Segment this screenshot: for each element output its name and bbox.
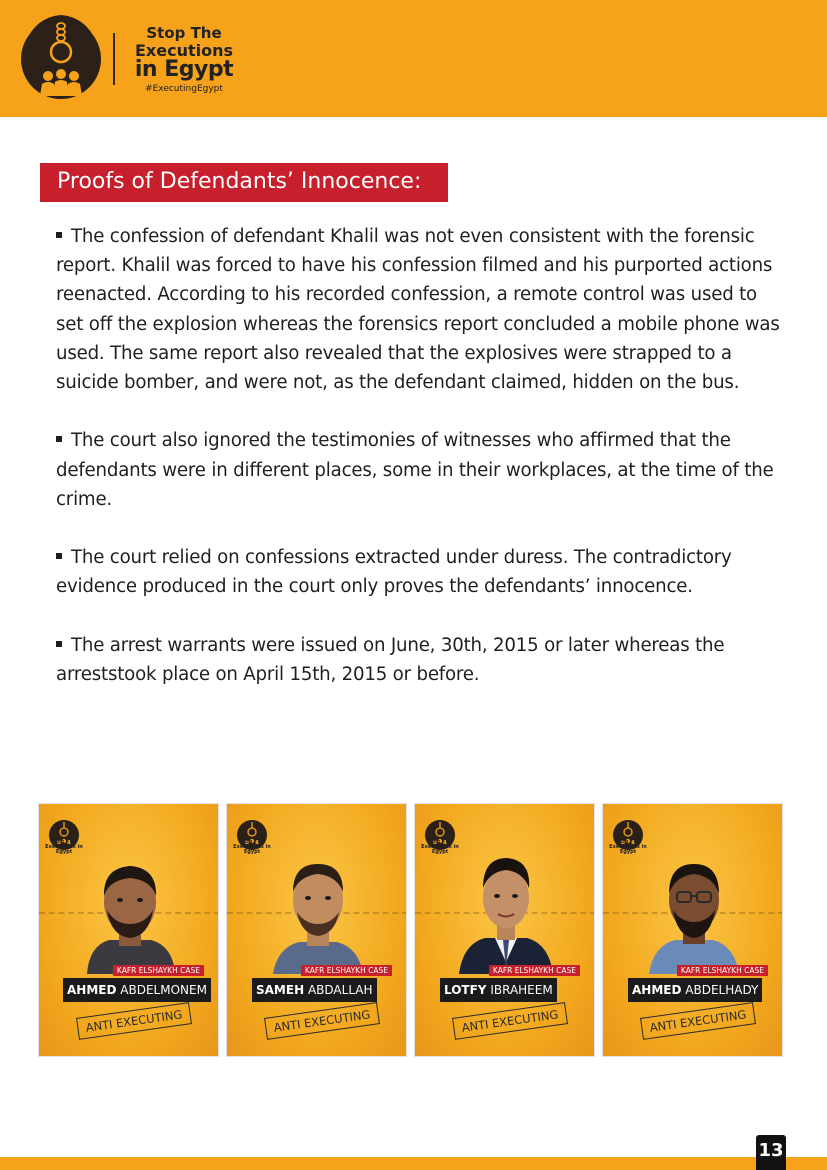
bullet-icon	[56, 641, 62, 647]
card-logo-text: Stop The Executions in Egypt	[45, 839, 83, 855]
card-logo-text: Stop The Executions in Egypt	[233, 839, 271, 855]
paragraph-text: The confession of defendant Khalil was not even consistent with the forensic report. Khalil was forced to have his confession filmed and his purported actions reenacted. According to his recorded confession, a remote control was used to set off the explosion whereas the forensics report concluded a mobile phone was used. The same report also revealed that the explosives were strapped to a suicide bomber, and were not, as the defendant claimed, hidden on the bus.	[56, 226, 780, 394]
proof-paragraph	[56, 222, 786, 397]
anti-executing-stamp: ANTI EXECUTING	[264, 1002, 380, 1040]
defendant-name	[628, 978, 762, 1002]
first-name: LOTFY	[444, 983, 487, 997]
defendant-portrait	[79, 844, 181, 974]
brand-wordmark	[128, 24, 240, 95]
last-name: ABDALLAH	[307, 983, 373, 997]
logo-divider	[113, 33, 115, 85]
noose-logo-icon	[18, 14, 104, 100]
brand-line-1: Stop The	[146, 24, 222, 42]
bullet-icon	[56, 553, 62, 559]
case-label: KAFR ELSHAYKH CASE	[301, 965, 392, 976]
case-label: KAFR ELSHAYKH CASE	[677, 965, 768, 976]
brand-line-2: Executions	[134, 41, 233, 60]
first-name: SAMEH	[256, 983, 305, 997]
footer-band	[0, 1157, 827, 1170]
defendant-portrait	[455, 844, 557, 974]
paragraph-text: The arrest warrants were issued on June, 30th, 2015 or later whereas the arreststook place on April 15th, 2015 or before.	[56, 634, 725, 685]
page-header	[0, 0, 827, 117]
section-heading: Proofs of Defendants’ Innocence:	[40, 163, 448, 202]
card-logo-text: Stop The Executions in Egypt	[609, 839, 647, 855]
last-name: IBRAHEEM	[490, 983, 553, 997]
first-name: AHMED	[67, 983, 117, 997]
first-name: AHMED	[632, 983, 682, 997]
defendant-portrait	[643, 844, 745, 974]
anti-executing-stamp: ANTI EXECUTING	[640, 1002, 756, 1040]
bullet-icon	[56, 436, 62, 442]
proof-paragraph	[56, 631, 786, 689]
defendant-card	[38, 803, 219, 1057]
brand-hashtag: #ExecutingEgypt	[145, 84, 223, 94]
defendant-cards	[38, 803, 784, 1058]
brand-line-3: in Egypt	[134, 57, 234, 82]
proof-paragraph	[56, 426, 786, 514]
anti-executing-stamp: ANTI EXECUTING	[452, 1002, 568, 1040]
defendant-card	[602, 803, 783, 1057]
defendant-card	[414, 803, 595, 1057]
defendant-name	[252, 978, 377, 1002]
page-number: 13	[756, 1135, 786, 1170]
defendant-name	[63, 978, 211, 1002]
paragraph-text: The court also ignored the testimonies of witnesses who affirmed that the defendants were in different places, some in their workplaces, at the time of the crime.	[56, 430, 774, 510]
bullet-icon	[56, 232, 62, 238]
body-text	[56, 222, 786, 718]
defendant-portrait	[267, 844, 369, 974]
paragraph-text: The court relied on confessions extracted under duress. The contradictory evidence produced in the court only proves the defendants’ innocence.	[56, 547, 732, 598]
defendant-name	[440, 978, 557, 1002]
card-logo-text: Stop The Executions in Egypt	[421, 839, 459, 855]
last-name: ABDELMONEM	[120, 983, 207, 997]
defendant-card	[226, 803, 407, 1057]
case-label: KAFR ELSHAYKH CASE	[489, 965, 580, 976]
anti-executing-stamp: ANTI EXECUTING	[76, 1002, 192, 1040]
last-name: ABDELHADY	[685, 983, 759, 997]
proof-paragraph	[56, 543, 786, 601]
case-label: KAFR ELSHAYKH CASE	[113, 965, 204, 976]
